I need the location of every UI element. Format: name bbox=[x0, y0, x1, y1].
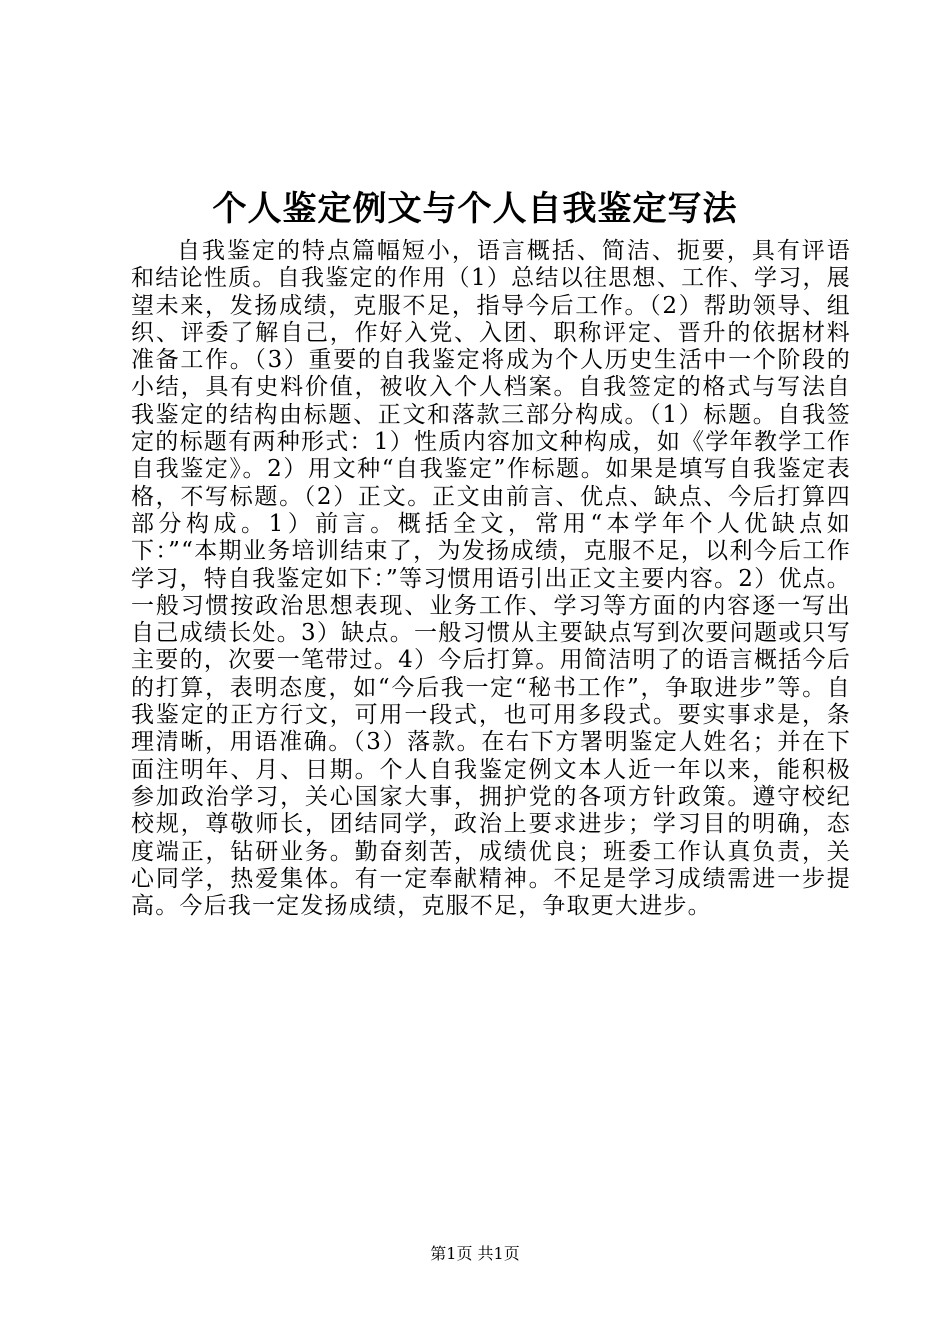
document-title: 个人鉴定例文与个人自我鉴定写法 bbox=[212, 189, 738, 229]
document-body: 自我鉴定的特点篇幅短小，语言概括、简洁、扼要，具有评语和结论性质。自我鉴定的作用（1）总结以往思想、工作、学习，展望未来，发扬成绩，克服不足，指导今后工作。（2）帮助领导、组织、评委了解自己，作好入党、入团、职称评定、晋升的依据材料准备工作。（3）重要的自我鉴定将成为个人历史生活中一个阶段的小结，具有史料价值，被收入个人档案。自我签定的格式与写法自我鉴定的结构由标题、正文和落款三部分构成。（1）标题。自我签定的标题有两种形式：1）性质内容加文种构成，如《学年教学工作自我鉴定》。2）用文种“自我鉴定”作标题。如果是填写自我鉴定表格，不写标题。（2）正文。正文由前言、优点、缺点、今后打算四部分构成。1）前言。概括全文，常用“本学年个人优缺点如下：”“本期业务培训结束了，为发扬成绩，克服不足，以利今后工作学习，特自我鉴定如下：”等习惯用语引出正文主要内容。2）优点。一般习惯按政治思想表现、业务工作、学习等方面的内容逐一写出自己成绩长处。3）缺点。一般习惯从主要缺点写到次要问题或只写主要的，次要一笔带过。4）今后打算。用简洁明了的语言概括今后的打算，表明态度，如“今后我一定“秘书工作”，争取进步”等。自我鉴定的正方行文，可用一段式，也可用多段式。要实事求是，条理清晰，用语准确。（3）落款。在右下方署明鉴定人姓名；并在下面注明年、月、日期。个人自我鉴定例文本人近一年以来，能积极参加政治学习，关心国家大事，拥护党的各项方针政策。遵守校纪校规，尊敬师长，团结同学，政治上要求进步；学习目的明确，态度端正，钻研业务。勤奋刻苦，成绩优良；班委工作认真负责，关心同学，热爱集体。有一定奉献精神。不足是学习成绩需进一步提高。今后我一定发扬成绩，克服不足，争取更大进步。 bbox=[131, 238, 851, 920]
page-number-footer: 第1页 共1页 bbox=[430, 1244, 520, 1263]
